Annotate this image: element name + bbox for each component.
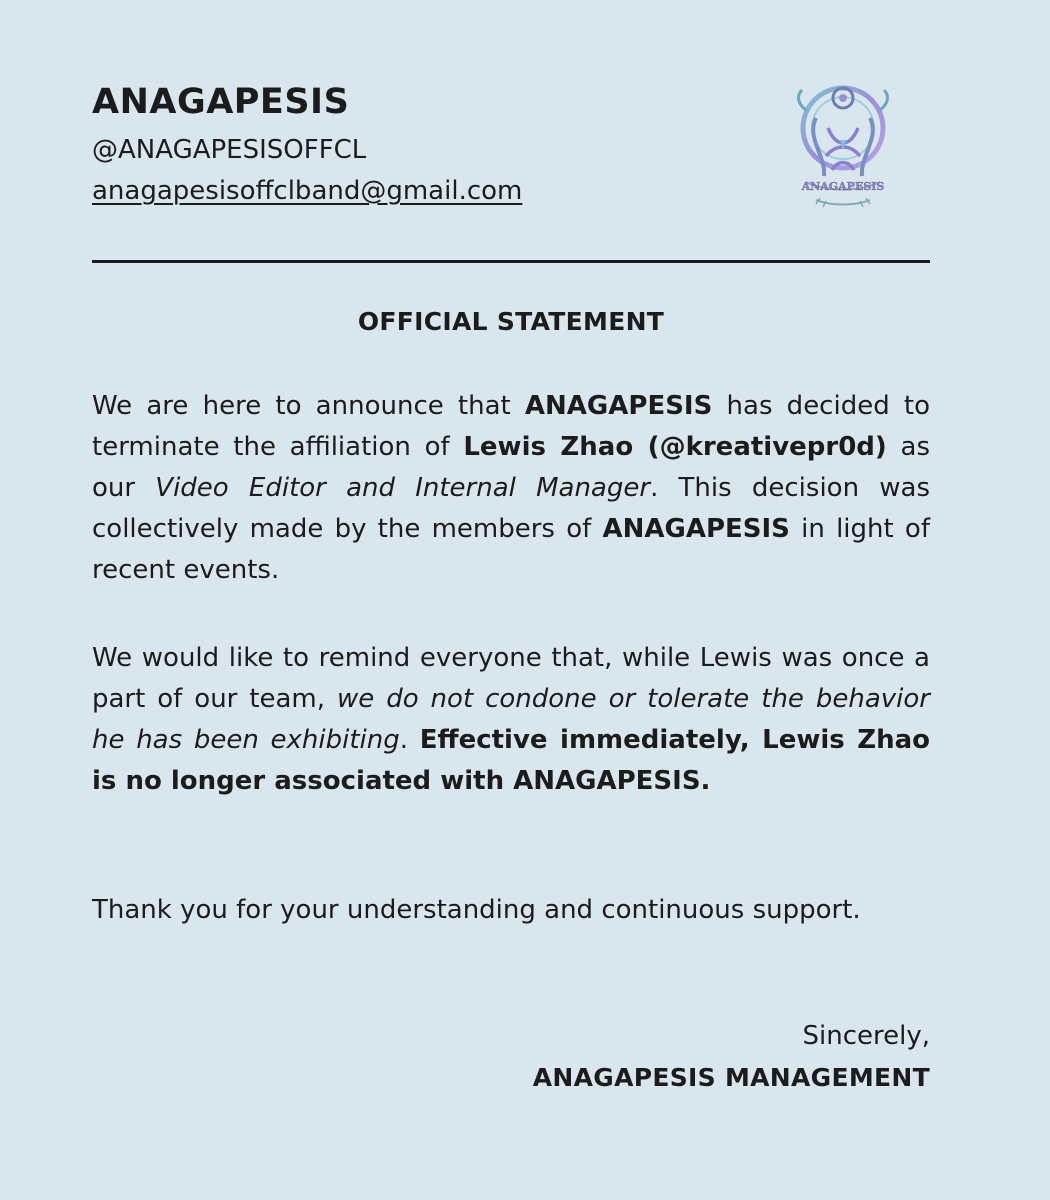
p1-italic-role: Video Editor and Internal Manager xyxy=(155,473,651,503)
social-handle: @ANAGAPESISOFFCL xyxy=(92,135,367,165)
p2-italic: we do not condone or tolerate the behavior he has been exhibiting xyxy=(92,684,930,755)
p1-text-4: . This decision was collectively made by the members of xyxy=(92,473,931,544)
p1-text-1: We are here to announce that xyxy=(92,391,525,421)
header-divider xyxy=(92,260,930,263)
p1-text-2: has decided to terminate the affiliation of xyxy=(92,391,931,462)
p2-bold: Effective immediately, Lewis Zhao is no longer associated with ANAGAPESIS. xyxy=(92,725,930,796)
statement-paragraph-3: Thank you for your understanding and continuous support. xyxy=(92,895,861,925)
logo-wordmark: ANAGAPESIS xyxy=(801,180,885,193)
statement-paragraph-1 xyxy=(92,386,930,591)
statement-title: OFFICIAL STATEMENT xyxy=(357,307,665,336)
p1-bold-band-name: ANAGAPESIS xyxy=(524,391,713,421)
band-logo-emblem xyxy=(776,78,910,212)
signature: ANAGAPESIS MANAGEMENT xyxy=(532,1063,930,1092)
email-link[interactable]: anagapesisoffclband@gmail.com xyxy=(92,176,523,206)
band-name: ANAGAPESIS xyxy=(92,82,350,122)
p1-text-5: in light of recent events. xyxy=(92,514,930,585)
p2-text-1: We would like to remind everyone that, while Lewis was once a part of our team, xyxy=(92,643,930,714)
p1-bold-band-name-2: ANAGAPESIS xyxy=(602,514,790,544)
p2-text-2: . xyxy=(399,725,420,755)
closing-block xyxy=(533,1016,930,1098)
p1-bold-person: Lewis Zhao (@kreativepr0d) xyxy=(463,432,887,462)
statement-paragraph-2 xyxy=(92,638,930,802)
signoff: Sincerely, xyxy=(802,1021,930,1051)
p1-text-3: as our xyxy=(92,432,930,503)
letterhead xyxy=(92,78,692,210)
